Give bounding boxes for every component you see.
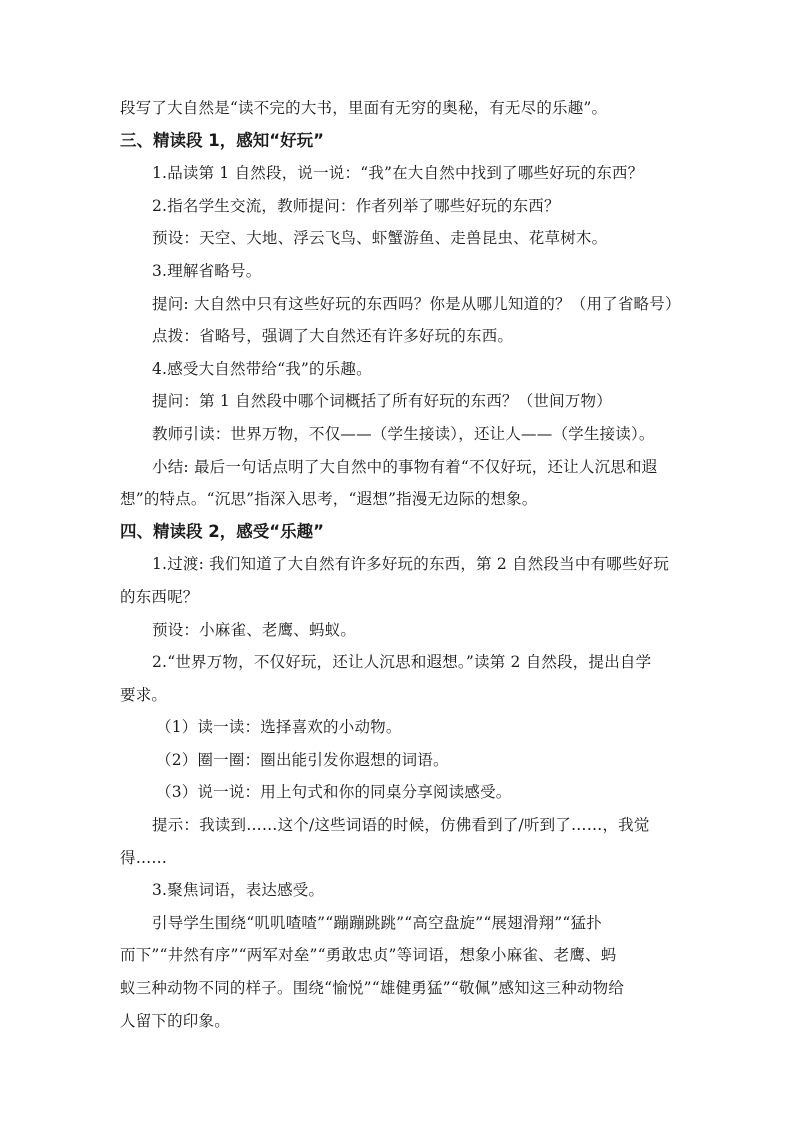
paragraph-line: 人留下的印象。 [120,1011,230,1030]
section-heading-3: 三、精读段 1，感知“好玩” [120,130,324,150]
paragraph-line: 1.过渡: 我们知道了大自然有许多好玩的东西，第 2 自然段当中有哪些好玩 [152,555,670,574]
paragraph-line: 引导学生围绕“叽叽喳喳”“蹦蹦跳跳”“高空盘旋”“展翅滑翔”“猛扑 [152,913,602,932]
paragraph-line: 蚁三种动物不同的样子。围绕“愉悦”“雄健勇猛”“敬佩”感知这三种动物给 [120,979,625,998]
paragraph-line: 3.聚焦词语，表达感受。 [152,881,325,900]
paragraph-line: （3）说一说：用上句式和你的同桌分享阅读感受。 [156,783,512,802]
paragraph-line: 而下”“井然有序”“两军对垒”“勇敢忠贞”等词语，想象小麻雀、老鹰、蚂 [120,946,617,965]
paragraph-line: 提示：我读到……这个/这些词语的时候，仿佛看到了/听到了……，我觉 [152,816,650,835]
paragraph-line: 1.品读第 1 自然段，说一说：“我”在大自然中找到了哪些好玩的东西？ [152,164,644,183]
paragraph-line: 段写了大自然是“读不完的大书，里面有无穷的奥秘，有无尽的乐趣”。 [120,99,608,117]
section-heading-4: 四、精读段 2，感受“乐趣” [120,521,324,541]
paragraph-line: 3.理解省略号。 [152,261,262,280]
paragraph-line: 得…… [120,848,168,867]
paragraph-line: 2.“世界万物，不仅好玩，还让人沉思和遐想。”读第 2 自然段，提出自学 [152,653,652,672]
paragraph-line: 提问: 大自然中只有这些好玩的东西吗？你是从哪儿知道的？（用了省略号） [152,294,681,313]
paragraph-line: 预设：小麻雀、老鹰、蚂蚁。 [152,620,357,639]
paragraph-line: 要求。 [120,685,168,704]
paragraph-line: 的东西呢？ [120,587,199,606]
paragraph-line: 点拨：省略号，强调了大自然还有许多好玩的东西。 [152,327,514,346]
paragraph-line: （2）圈一圈：圈出能引发你遐想的词语。 [156,750,449,769]
paragraph-line: 想”的特点。“沉思”指深入思考，“遐想”指漫无边际的想象。 [120,490,538,509]
document-page [120,92,680,1037]
paragraph-line: （1）读一读：选择喜欢的小动物。 [156,718,402,737]
paragraph-line: 4.感受大自然带给“我”的乐趣。 [152,359,372,378]
paragraph-line: 教师引读：世界万物，不仅——（学生接读），还让人——（学生接读）。 [152,424,655,443]
paragraph-line: 预设：天空、大地、浮云飞鸟、虾蟹游鱼、走兽昆虫、花草树木。 [152,229,608,248]
paragraph-line: 提问：第 1 自然段中哪个词概括了所有好玩的东西？（世间万物） [152,392,612,411]
paragraph-line: 小结: 最后一句话点明了大自然中的事物有着“不仅好玩，还让人沉思和遐 [152,457,658,476]
paragraph-line: 2.指名学生交流，教师提问：作者列举了哪些好玩的东西？ [152,196,560,215]
